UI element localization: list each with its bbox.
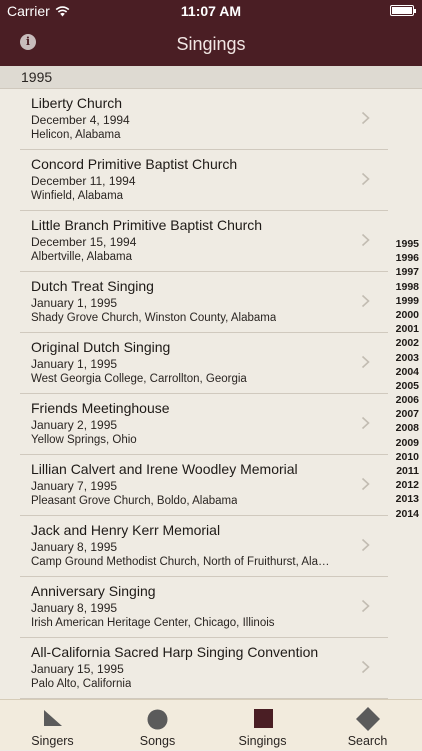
battery-icon xyxy=(390,5,414,16)
singing-name: Original Dutch Singing xyxy=(31,339,171,355)
singing-name: Dutch Treat Singing xyxy=(31,278,154,294)
year-index-item[interactable]: 1996 xyxy=(395,252,419,265)
tab-label: Search xyxy=(347,734,388,748)
tab-label: Singers xyxy=(31,734,74,748)
list-item[interactable] xyxy=(20,455,388,516)
section-header: 1995 xyxy=(0,66,422,89)
singing-location: Winfield, Alabama xyxy=(31,190,124,202)
year-index-item[interactable]: 2006 xyxy=(395,394,419,407)
list-item[interactable] xyxy=(20,516,388,577)
singing-name: Anniversary Singing xyxy=(31,583,156,599)
singing-date: January 8, 1995 xyxy=(31,540,118,554)
singing-name: Concord Primitive Baptist Church xyxy=(31,156,238,172)
list-item[interactable] xyxy=(20,89,388,150)
chevron-right-icon xyxy=(361,477,370,491)
singing-date: January 1, 1995 xyxy=(31,357,118,371)
singing-location: Helicon, Alabama xyxy=(31,129,121,141)
list-item[interactable] xyxy=(20,333,388,394)
year-index-item[interactable]: 2014 xyxy=(395,507,419,520)
singing-name: Liberty Church xyxy=(31,95,123,111)
list-item[interactable] xyxy=(20,638,388,699)
singing-date: January 2, 1995 xyxy=(31,418,118,432)
tab-label: Songs xyxy=(139,734,176,748)
year-index-item[interactable]: 1999 xyxy=(395,294,419,307)
singing-location: Irish American Heritage Center, Chicago, Illinois xyxy=(31,617,275,629)
tab-singings[interactable] xyxy=(210,700,315,751)
year-index-item[interactable]: 2013 xyxy=(395,493,419,506)
triangle-icon xyxy=(43,709,63,727)
chevron-right-icon xyxy=(361,294,370,308)
chevron-right-icon xyxy=(361,111,370,125)
chevron-right-icon xyxy=(361,599,370,613)
singing-name: Friends Meetinghouse xyxy=(31,400,170,416)
status-bar xyxy=(0,0,422,22)
singings-list[interactable] xyxy=(0,89,422,699)
chevron-right-icon xyxy=(361,660,370,674)
singing-location: Shady Grove Church, Winston County, Alabama xyxy=(31,312,277,324)
chevron-right-icon xyxy=(361,416,370,430)
year-index-item[interactable]: 2003 xyxy=(395,351,419,364)
singing-name: Little Branch Primitive Baptist Church xyxy=(31,217,263,233)
page-title: Singings xyxy=(176,34,246,54)
singing-date: January 15, 1995 xyxy=(31,662,124,676)
singing-location: Camp Ground Methodist Church, North of Fruithurst, Ala… xyxy=(31,556,330,568)
year-index-item[interactable]: 2008 xyxy=(395,422,419,435)
singing-location: West Georgia College, Carrollton, Georgia xyxy=(31,373,247,385)
singing-date: January 8, 1995 xyxy=(31,601,118,615)
year-index-item[interactable]: 2005 xyxy=(395,379,419,392)
year-index-item[interactable]: 2004 xyxy=(395,365,419,378)
chevron-right-icon xyxy=(361,233,370,247)
singing-date: December 15, 1994 xyxy=(31,235,137,249)
year-index-item[interactable]: 2001 xyxy=(395,323,419,336)
singing-name: All-California Sacred Harp Singing Convention xyxy=(31,644,319,660)
chevron-right-icon xyxy=(361,172,370,186)
list-item[interactable] xyxy=(20,272,388,333)
year-index-item[interactable]: 2009 xyxy=(395,436,419,449)
year-index-item[interactable]: 2002 xyxy=(395,337,419,350)
singing-date: December 4, 1994 xyxy=(31,113,130,127)
year-index[interactable] xyxy=(389,237,419,521)
singing-location: Yellow Springs, Ohio xyxy=(31,434,137,446)
year-index-item[interactable]: 2000 xyxy=(395,308,419,321)
year-index-item[interactable]: 2007 xyxy=(395,408,419,421)
list-item[interactable] xyxy=(20,150,388,211)
singing-location: Pleasant Grove Church, Boldo, Alabama xyxy=(31,495,238,507)
info-icon[interactable]: i xyxy=(20,34,36,50)
diamond-icon xyxy=(355,706,381,732)
singing-location: Albertville, Alabama xyxy=(31,251,132,263)
singing-date: December 11, 1994 xyxy=(31,174,136,188)
circle-icon xyxy=(147,709,168,730)
navigation-bar xyxy=(0,22,422,66)
year-index-item[interactable]: 1998 xyxy=(395,280,419,293)
chevron-right-icon xyxy=(361,355,370,369)
list-item[interactable] xyxy=(20,577,388,638)
singing-location: Palo Alto, California xyxy=(31,678,132,690)
year-index-item[interactable]: 2011 xyxy=(396,465,419,477)
singing-name: Jack and Henry Kerr Memorial xyxy=(31,522,221,538)
year-index-item[interactable]: 1997 xyxy=(395,266,419,279)
singing-name: Lillian Calvert and Irene Woodley Memorial xyxy=(31,461,298,477)
tab-singers[interactable] xyxy=(0,700,105,751)
square-icon xyxy=(254,709,273,728)
status-time: 11:07 AM xyxy=(180,3,242,19)
tab-search[interactable] xyxy=(315,700,420,751)
chevron-right-icon xyxy=(361,538,370,552)
tab-bar xyxy=(0,699,422,750)
year-index-item[interactable]: 2012 xyxy=(395,479,419,492)
singing-date: January 1, 1995 xyxy=(31,296,118,310)
tab-label: Singings xyxy=(238,734,287,748)
singing-date: January 7, 1995 xyxy=(31,479,118,493)
list-item[interactable] xyxy=(20,211,388,272)
year-index-item[interactable]: 2010 xyxy=(395,450,419,463)
carrier-label: Carrier xyxy=(7,3,50,19)
tab-songs[interactable] xyxy=(105,700,210,751)
list-item[interactable] xyxy=(20,394,388,455)
year-index-item[interactable]: 1995 xyxy=(395,238,419,250)
